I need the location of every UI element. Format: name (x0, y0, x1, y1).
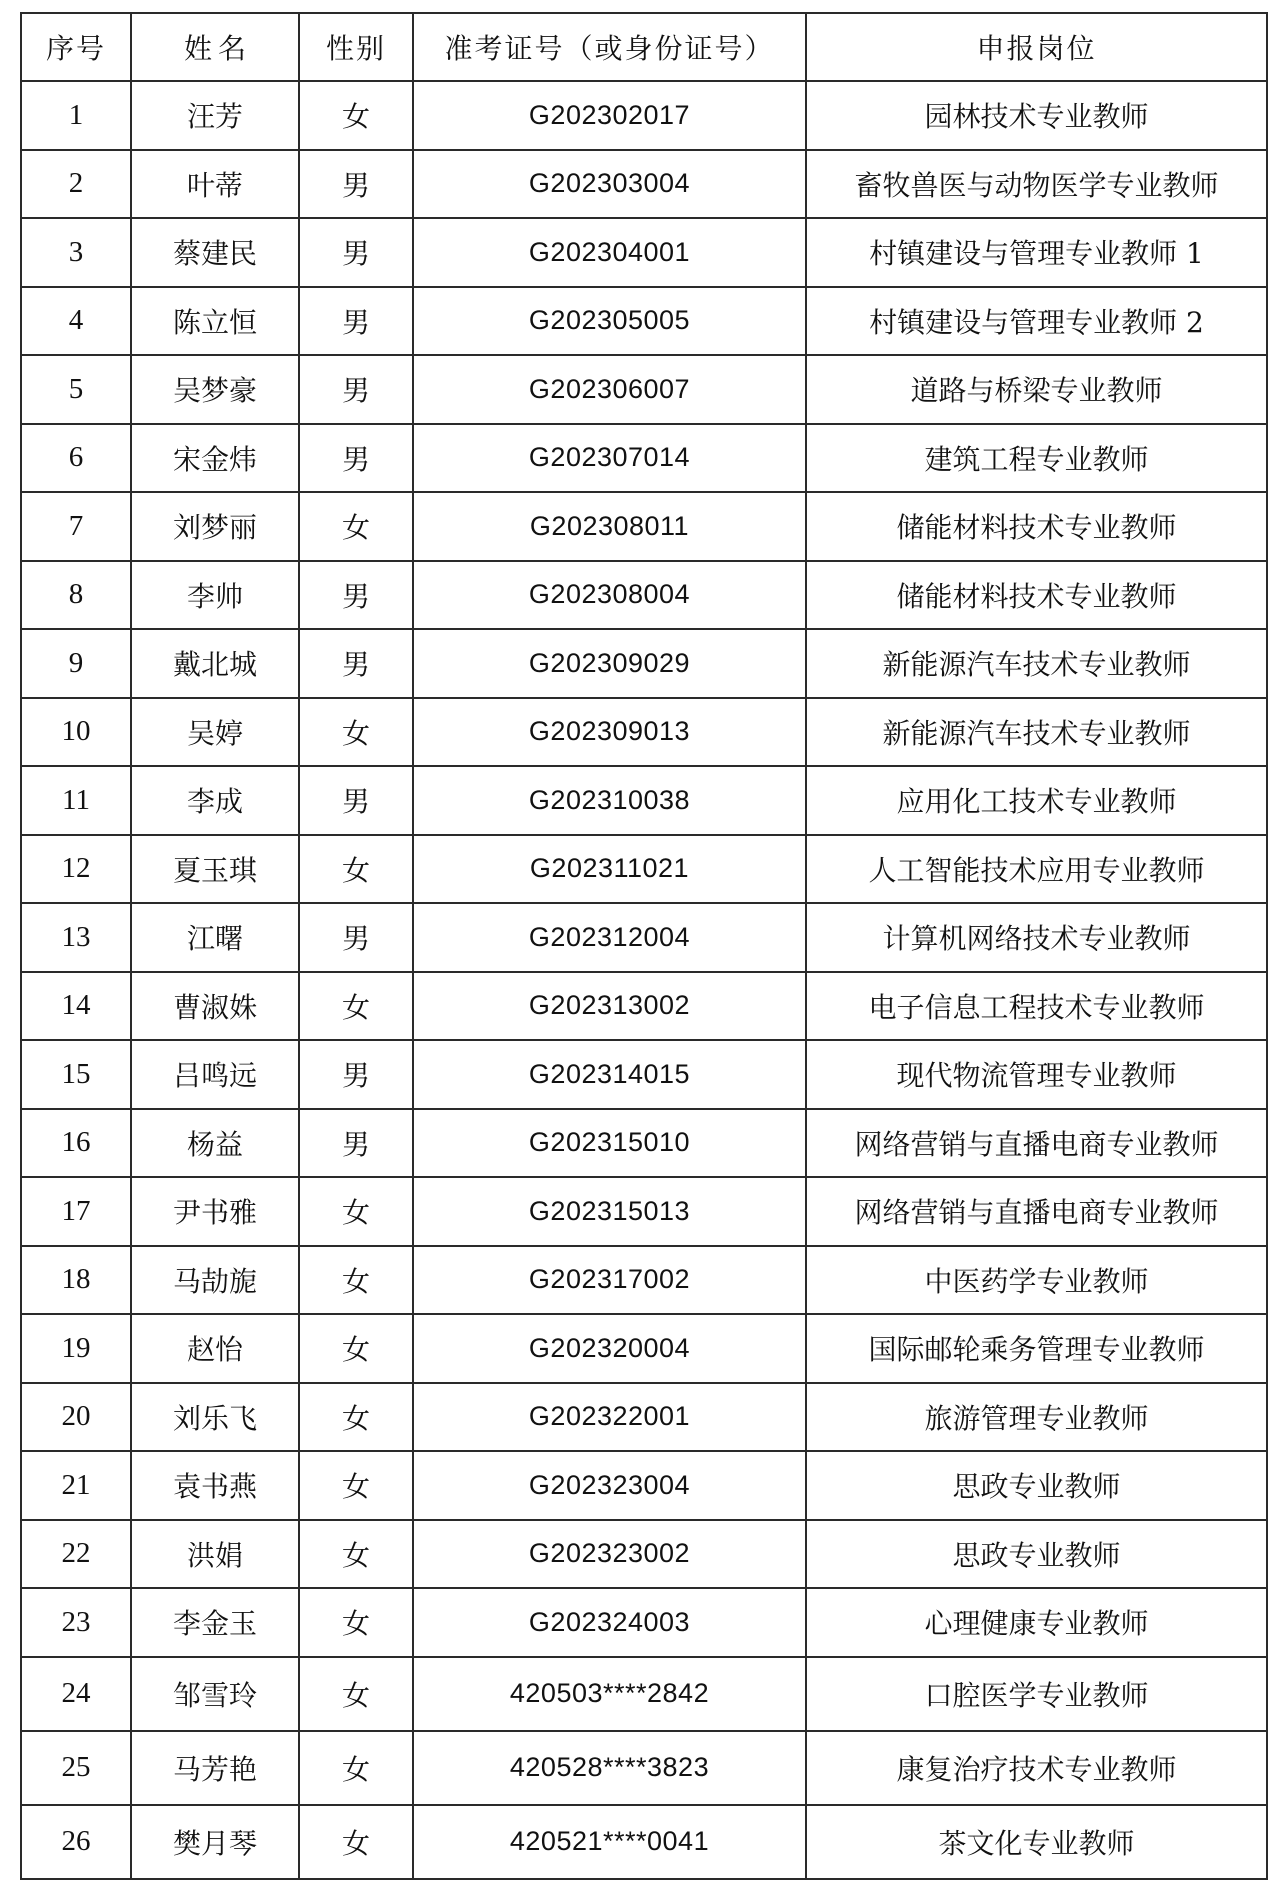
cell-gender: 男 (299, 355, 413, 424)
cell-post: 思政专业教师 (806, 1520, 1267, 1589)
cell-name: 马劼旎 (131, 1246, 299, 1315)
cell-gender: 女 (299, 1383, 413, 1452)
cell-gender: 男 (299, 1040, 413, 1109)
cell-gender: 男 (299, 424, 413, 493)
cell-no: 21 (21, 1451, 131, 1520)
table-row (21, 287, 1267, 356)
cell-no: 19 (21, 1314, 131, 1383)
cell-no: 4 (21, 287, 131, 356)
cell-name: 赵怡 (131, 1314, 299, 1383)
table-row (21, 355, 1267, 424)
cell-post: 茶文化专业教师 (806, 1805, 1267, 1879)
table-row (21, 1314, 1267, 1383)
cell-post: 网络营销与直播电商专业教师 (806, 1109, 1267, 1178)
table-row (21, 1588, 1267, 1657)
cell-post: 电子信息工程技术专业教师 (806, 972, 1267, 1041)
cell-gender: 男 (299, 903, 413, 972)
cell-exam-id: 420528****3823 (413, 1731, 806, 1805)
cell-post: 应用化工技术专业教师 (806, 766, 1267, 835)
cell-exam-id: G202323004 (413, 1451, 806, 1520)
cell-gender: 女 (299, 1805, 413, 1879)
cell-name: 宋金炜 (131, 424, 299, 493)
cell-gender: 女 (299, 698, 413, 767)
table-row (21, 561, 1267, 630)
table-row (21, 218, 1267, 287)
cell-gender: 男 (299, 287, 413, 356)
cell-post: 畜牧兽医与动物医学专业教师 (806, 150, 1267, 219)
cell-exam-id: G202323002 (413, 1520, 806, 1589)
cell-name: 曹淑姝 (131, 972, 299, 1041)
table-row (21, 972, 1267, 1041)
header-gender: 性别 (299, 13, 413, 81)
cell-name: 李成 (131, 766, 299, 835)
cell-gender: 女 (299, 1657, 413, 1731)
cell-post: 新能源汽车技术专业教师 (806, 698, 1267, 767)
cell-gender: 女 (299, 1314, 413, 1383)
cell-exam-id: 420521****0041 (413, 1805, 806, 1879)
table-body (21, 81, 1267, 1879)
cell-exam-id: G202303004 (413, 150, 806, 219)
cell-gender: 女 (299, 1588, 413, 1657)
cell-post: 储能材料技术专业教师 (806, 492, 1267, 561)
cell-gender: 男 (299, 766, 413, 835)
cell-no: 11 (21, 766, 131, 835)
header-row (21, 13, 1267, 81)
cell-no: 22 (21, 1520, 131, 1589)
cell-name: 李金玉 (131, 1588, 299, 1657)
table-row (21, 835, 1267, 904)
cell-no: 3 (21, 218, 131, 287)
table-row (21, 903, 1267, 972)
cell-gender: 男 (299, 218, 413, 287)
cell-no: 13 (21, 903, 131, 972)
cell-no: 2 (21, 150, 131, 219)
cell-gender: 男 (299, 1109, 413, 1178)
cell-gender: 女 (299, 1451, 413, 1520)
cell-no: 14 (21, 972, 131, 1041)
header-name: 姓名 (131, 13, 299, 81)
cell-no: 18 (21, 1246, 131, 1315)
cell-no: 10 (21, 698, 131, 767)
cell-gender: 女 (299, 81, 413, 150)
cell-post: 道路与桥梁专业教师 (806, 355, 1267, 424)
cell-no: 23 (21, 1588, 131, 1657)
cell-exam-id: G202312004 (413, 903, 806, 972)
cell-post: 园林技术专业教师 (806, 81, 1267, 150)
table-row (21, 698, 1267, 767)
table-row (21, 1177, 1267, 1246)
cell-name: 刘梦丽 (131, 492, 299, 561)
cell-no: 15 (21, 1040, 131, 1109)
cell-name: 吴婷 (131, 698, 299, 767)
table-row (21, 629, 1267, 698)
candidate-table (20, 12, 1268, 1880)
table-row (21, 81, 1267, 150)
cell-no: 17 (21, 1177, 131, 1246)
table-row (21, 1657, 1267, 1731)
cell-name: 叶蒂 (131, 150, 299, 219)
cell-exam-id: G202320004 (413, 1314, 806, 1383)
cell-no: 24 (21, 1657, 131, 1731)
cell-exam-id: G202306007 (413, 355, 806, 424)
cell-post: 网络营销与直播电商专业教师 (806, 1177, 1267, 1246)
header-id: 准考证号（或身份证号） (413, 13, 806, 81)
cell-no: 6 (21, 424, 131, 493)
cell-exam-id: G202310038 (413, 766, 806, 835)
cell-exam-id: G202307014 (413, 424, 806, 493)
cell-gender: 女 (299, 972, 413, 1041)
cell-name: 汪芳 (131, 81, 299, 150)
cell-gender: 男 (299, 150, 413, 219)
cell-no: 20 (21, 1383, 131, 1452)
cell-no: 26 (21, 1805, 131, 1879)
cell-name: 戴北城 (131, 629, 299, 698)
table-row (21, 766, 1267, 835)
cell-post: 村镇建设与管理专业教师 2 (806, 287, 1267, 356)
cell-exam-id: G202311021 (413, 835, 806, 904)
cell-name: 尹书雅 (131, 1177, 299, 1246)
cell-exam-id: G202322001 (413, 1383, 806, 1452)
cell-no: 1 (21, 81, 131, 150)
table-header (21, 13, 1267, 81)
cell-exam-id: 420503****2842 (413, 1657, 806, 1731)
cell-exam-id: G202308011 (413, 492, 806, 561)
cell-post: 人工智能技术应用专业教师 (806, 835, 1267, 904)
cell-name: 杨益 (131, 1109, 299, 1178)
cell-exam-id: G202317002 (413, 1246, 806, 1315)
table-row (21, 424, 1267, 493)
cell-exam-id: G202309029 (413, 629, 806, 698)
cell-exam-id: G202315013 (413, 1177, 806, 1246)
cell-exam-id: G202315010 (413, 1109, 806, 1178)
cell-post: 村镇建设与管理专业教师 1 (806, 218, 1267, 287)
cell-post: 中医药学专业教师 (806, 1246, 1267, 1315)
cell-name: 刘乐飞 (131, 1383, 299, 1452)
cell-name: 吕鸣远 (131, 1040, 299, 1109)
cell-no: 9 (21, 629, 131, 698)
cell-post: 计算机网络技术专业教师 (806, 903, 1267, 972)
cell-name: 夏玉琪 (131, 835, 299, 904)
cell-no: 12 (21, 835, 131, 904)
cell-post: 口腔医学专业教师 (806, 1657, 1267, 1731)
table-row (21, 1520, 1267, 1589)
cell-no: 5 (21, 355, 131, 424)
cell-post: 新能源汽车技术专业教师 (806, 629, 1267, 698)
table-row (21, 1383, 1267, 1452)
header-no: 序号 (21, 13, 131, 81)
cell-exam-id: G202305005 (413, 287, 806, 356)
cell-no: 7 (21, 492, 131, 561)
table-row (21, 1040, 1267, 1109)
cell-name: 蔡建民 (131, 218, 299, 287)
cell-name: 樊月琴 (131, 1805, 299, 1879)
cell-exam-id: G202304001 (413, 218, 806, 287)
table-row (21, 150, 1267, 219)
cell-post: 储能材料技术专业教师 (806, 561, 1267, 630)
cell-gender: 女 (299, 835, 413, 904)
cell-name: 陈立恒 (131, 287, 299, 356)
table-row (21, 1451, 1267, 1520)
document-sheet (20, 12, 1266, 1880)
cell-name: 吴梦豪 (131, 355, 299, 424)
cell-gender: 女 (299, 1731, 413, 1805)
cell-name: 袁书燕 (131, 1451, 299, 1520)
cell-no: 16 (21, 1109, 131, 1178)
header-post: 申报岗位 (806, 13, 1267, 81)
table-row (21, 492, 1267, 561)
cell-name: 江曙 (131, 903, 299, 972)
cell-exam-id: G202309013 (413, 698, 806, 767)
table-row (21, 1246, 1267, 1315)
table-row (21, 1109, 1267, 1178)
cell-post: 心理健康专业教师 (806, 1588, 1267, 1657)
cell-gender: 女 (299, 1246, 413, 1315)
cell-post: 旅游管理专业教师 (806, 1383, 1267, 1452)
cell-post: 国际邮轮乘务管理专业教师 (806, 1314, 1267, 1383)
cell-gender: 女 (299, 492, 413, 561)
cell-name: 李帅 (131, 561, 299, 630)
table-row (21, 1805, 1267, 1879)
cell-gender: 男 (299, 629, 413, 698)
cell-gender: 男 (299, 561, 413, 630)
cell-name: 马芳艳 (131, 1731, 299, 1805)
cell-exam-id: G202308004 (413, 561, 806, 630)
cell-post: 康复治疗技术专业教师 (806, 1731, 1267, 1805)
cell-gender: 女 (299, 1520, 413, 1589)
cell-name: 洪娟 (131, 1520, 299, 1589)
cell-post: 建筑工程专业教师 (806, 424, 1267, 493)
cell-exam-id: G202314015 (413, 1040, 806, 1109)
cell-post: 思政专业教师 (806, 1451, 1267, 1520)
cell-name: 邹雪玲 (131, 1657, 299, 1731)
cell-gender: 女 (299, 1177, 413, 1246)
cell-exam-id: G202302017 (413, 81, 806, 150)
cell-no: 8 (21, 561, 131, 630)
cell-post: 现代物流管理专业教师 (806, 1040, 1267, 1109)
cell-no: 25 (21, 1731, 131, 1805)
cell-exam-id: G202313002 (413, 972, 806, 1041)
table-row (21, 1731, 1267, 1805)
cell-exam-id: G202324003 (413, 1588, 806, 1657)
